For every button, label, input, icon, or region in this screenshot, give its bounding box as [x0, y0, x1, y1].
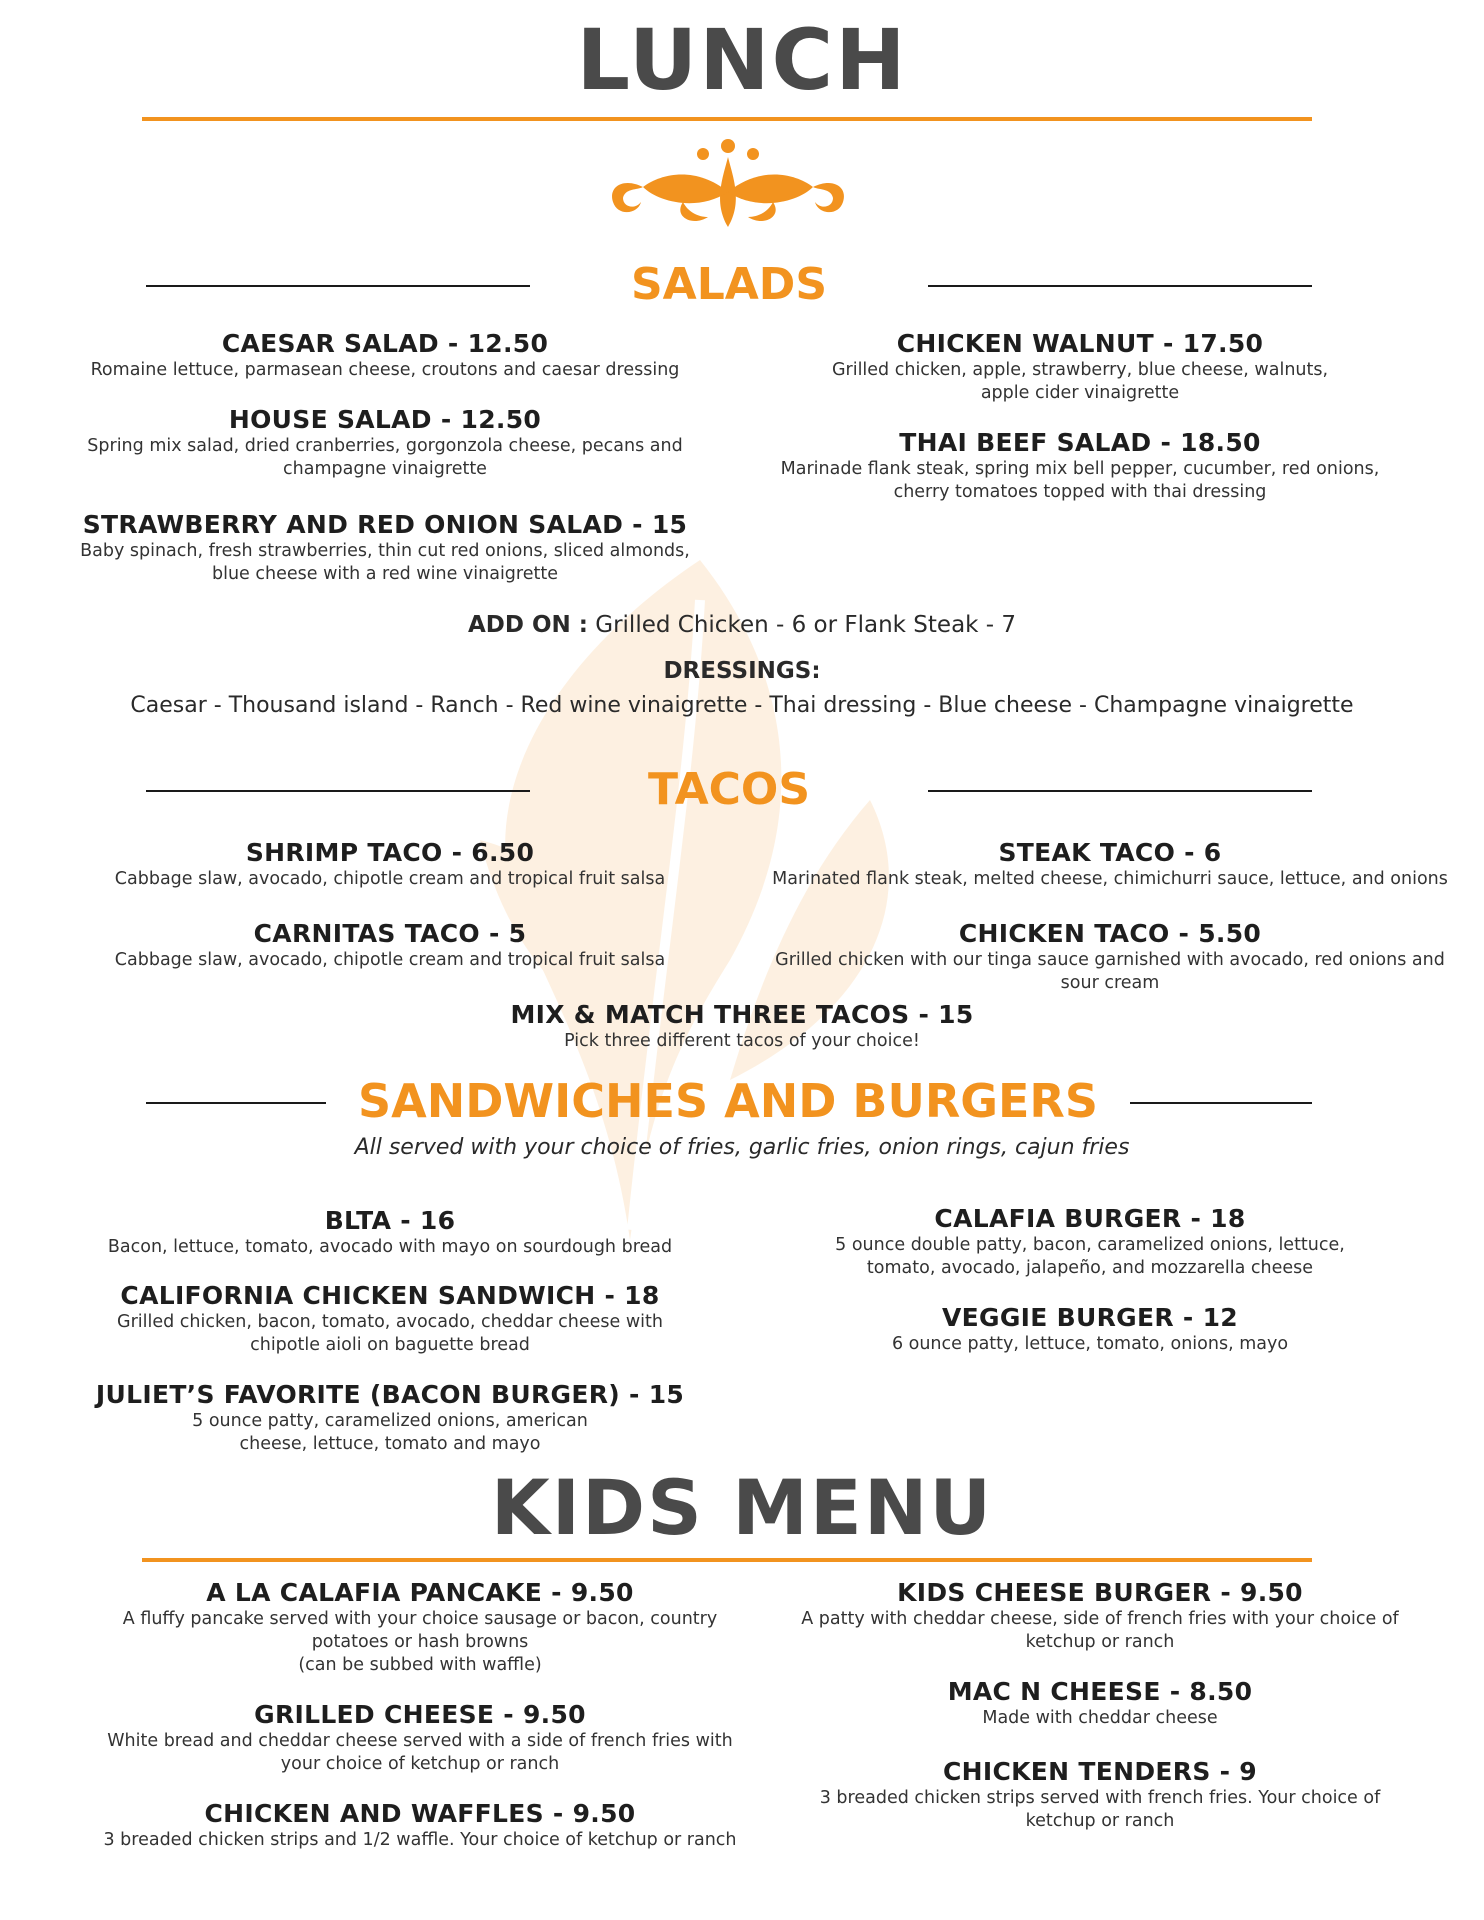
item-name: STRAWBERRY AND RED ONION SALAD - 15	[82, 510, 688, 539]
salads-title: SALADS	[630, 259, 828, 310]
item-description: Baby spinach, fresh strawberries, thin cut red onions, sliced almonds, blue cheese with a red wine vinaigrette	[80, 541, 690, 584]
leaf-watermark-icon	[400, 540, 960, 1280]
sandwiches-right-rule	[1130, 1102, 1312, 1104]
item-description: A patty with cheddar cheese, side of french fries with your choice of ketchup or ranch	[801, 1609, 1399, 1652]
item-name: KIDS CHEESE BURGER - 9.50	[897, 1578, 1303, 1607]
item-description: Made with cheddar cheese	[982, 1708, 1218, 1728]
addon-label: ADD ON :	[467, 612, 588, 638]
menu-item	[100, 1281, 680, 1357]
orange-flourish-ornament-icon	[603, 132, 853, 242]
item-description: 5 ounce double patty, bacon, caramelized onions, lettuce, tomato, avocado, jalapeño, and mozzarella cheese	[835, 1235, 1345, 1278]
item-note: (can be subbed with waffle)	[298, 1655, 542, 1675]
menu-item	[810, 1204, 1370, 1280]
menu-item	[810, 1303, 1370, 1356]
item-description: White bread and cheddar cheese served with a side of french fries with your choice of ketchup or ranch	[107, 1731, 733, 1774]
item-description: Cabbage slaw, avocado, chipotle cream and tropical fruit salsa	[114, 869, 666, 889]
addon-text: Grilled Chicken - 6 or Flank Steak - 7	[595, 612, 1017, 638]
item-description: A fluffy pancake served with your choice sausage or bacon, country potatoes or hash browns	[122, 1609, 718, 1652]
menu-item	[800, 1757, 1400, 1833]
item-name: CHICKEN AND WAFFLES - 9.50	[204, 1799, 636, 1828]
item-description: Marinade flank steak, spring mix bell pepper, cucumber, red onions, cherry tomatoes topped with thai dressing	[780, 459, 1380, 502]
item-name: THAI BEEF SALAD - 18.50	[899, 428, 1261, 457]
addon-line	[0, 610, 1484, 640]
kids-title-divider	[142, 1558, 1312, 1562]
item-description: 6 ounce patty, lettuce, tomato, onions, mayo	[891, 1334, 1289, 1354]
item-name: BLTA - 16	[324, 1206, 456, 1235]
item-description: Grilled chicken, bacon, tomato, avocado, cheddar cheese with chipotle aioli on baguette bread	[117, 1312, 663, 1355]
menu-item	[80, 919, 700, 972]
item-name: CAESAR SALAD - 12.50	[221, 329, 549, 358]
item-description: 3 breaded chicken strips and 1/2 waffle. Your choice of ketchup or ranch	[103, 1830, 737, 1850]
item-name: SHRIMP TACO - 6.50	[245, 838, 535, 867]
menu-item	[60, 510, 710, 586]
menu-item	[80, 1206, 700, 1259]
title-divider	[142, 117, 1312, 121]
tacos-title: TACOS	[647, 764, 811, 815]
dressings-list: Caesar - Thousand island - Ranch - Red wine vinaigrette - Thai dressing - Blue cheese - Champagne vinaigrette	[130, 693, 1354, 718]
item-name: CHICKEN TENDERS - 9	[942, 1757, 1257, 1786]
item-name: STEAK TACO - 6	[998, 838, 1222, 867]
menu-item	[830, 329, 1330, 405]
item-description: Cabbage slaw, avocado, chipotle cream and tropical fruit salsa	[114, 950, 666, 970]
tacos-right-rule	[928, 790, 1312, 792]
menu-item	[80, 838, 700, 891]
item-name: CHICKEN WALNUT - 17.50	[896, 329, 1264, 358]
item-description: 5 ounce patty, caramelized onions, american cheese, lettuce, tomato and mayo	[192, 1411, 588, 1454]
menu-item	[80, 1578, 760, 1677]
menu-item	[60, 329, 710, 382]
item-name: CALIFORNIA CHICKEN SANDWICH - 18	[120, 1281, 660, 1310]
item-description: 3 breaded chicken strips served with french fries. Your choice of ketchup or ranch	[819, 1788, 1381, 1831]
item-name: VEGGIE BURGER - 12	[942, 1303, 1238, 1332]
salads-left-rule	[146, 285, 530, 287]
sandwiches-left-rule	[146, 1102, 326, 1104]
item-description: Bacon, lettuce, tomato, avocado with mayo on sourdough bread	[107, 1237, 673, 1257]
menu-item	[80, 1799, 760, 1852]
menu-item	[80, 1700, 760, 1776]
salads-right-rule	[928, 285, 1312, 287]
item-name: CALAFIA BURGER - 18	[934, 1204, 1246, 1233]
item-name: CARNITAS TACO - 5	[253, 919, 527, 948]
kids-menu-title: KIDS MENU	[490, 1463, 994, 1552]
menu-item	[770, 919, 1450, 995]
item-name: A LA CALAFIA PANCAKE - 9.50	[206, 1578, 634, 1607]
item-name: HOUSE SALAD - 12.50	[228, 405, 542, 434]
item-name: CHICKEN TACO - 5.50	[958, 919, 1262, 948]
item-name: GRILLED CHEESE - 9.50	[254, 1700, 586, 1729]
menu-item	[80, 1380, 700, 1456]
item-description: Marinated flank steak, melted cheese, chimichurri sauce, lettuce, and onions	[772, 869, 1448, 889]
menu-item	[392, 1000, 1092, 1053]
menu-item	[760, 428, 1400, 504]
tacos-left-rule	[146, 790, 530, 792]
dressings-label: DRESSINGS:	[663, 658, 821, 684]
item-name: MIX & MATCH THREE TACOS - 15	[510, 1000, 974, 1029]
item-description: Pick three different tacos of your choice!	[564, 1031, 920, 1051]
sandwiches-subtitle: All served with your choice of fries, garlic fries, onion rings, cajun fries	[354, 1135, 1130, 1160]
item-description: Romaine lettuce, parmasean cheese, croutons and caesar dressing	[90, 360, 680, 380]
item-name: JULIET’S FAVORITE (BACON BURGER) - 15	[95, 1380, 685, 1409]
menu-item	[80, 405, 690, 481]
menu-item	[800, 1677, 1400, 1730]
page-title: LUNCH	[576, 11, 908, 109]
menu-item	[760, 838, 1460, 891]
menu-item	[800, 1578, 1400, 1654]
sandwiches-title: SANDWICHES AND BURGERS	[358, 1074, 1098, 1128]
item-description: Grilled chicken with our tinga sauce garnished with avocado, red onions and sour cream	[775, 950, 1445, 993]
item-description: Spring mix salad, dried cranberries, gorgonzola cheese, pecans and champagne vinaigrette	[87, 436, 683, 479]
item-name: MAC N CHEESE - 8.50	[947, 1677, 1253, 1706]
item-description: Grilled chicken, apple, strawberry, blue cheese, walnuts, apple cider vinaigrette	[831, 360, 1329, 403]
